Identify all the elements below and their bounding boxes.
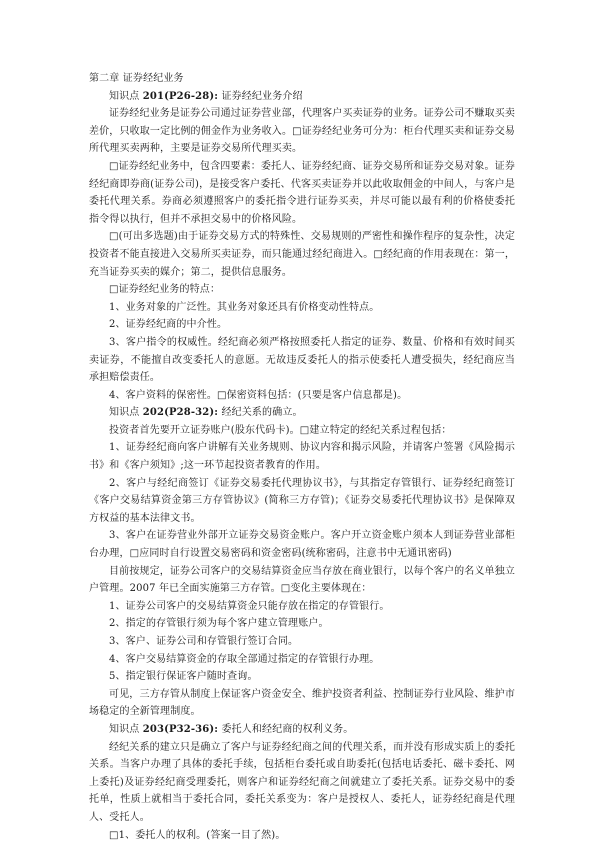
list-item: 1、证券经纪商向客户讲解有关业务规则、协议内容和揭示风险，并请客户签署《风险揭示书》和《客户须知》;这一环节起投资者教育的作用。 (89, 442, 515, 472)
list-item: 4、客户交易结算资金的存取全部通过指定的存管银行办理。 (109, 653, 380, 665)
list-item: 2、指定的存管银行须为每个客户建立管理账户。 (109, 618, 329, 630)
kp-code: 203(P32-36): (142, 723, 219, 735)
list-item: 4、客户资料的保密性。□保密资料包括：(只要是客户信息都是)。 (109, 389, 408, 401)
paragraph: 目前按规定，证券公司客户的交易结算资金应当存放在商业银行，以每个客户的名义单独立户管理。2007 年已全面实施第三方存管。□变化主要体现在： (89, 565, 515, 595)
list-item: 5、指定银行保证客户随时查询。 (109, 671, 258, 683)
paragraph: □证券经纪业务的特点： (109, 284, 221, 296)
paragraph: □证券经纪业务中，包含四要素：委托人、证券经纪商、证券交易所和证券交易对象。证券经纪商即券商(证券公司)，是接受客户委托、代客买卖证券并以此收取佣金的中间人，与客户是委托代理关系。券商必须遵照客户的委托指令进行证券买卖，并尽可能以最有利的价格使委托指令得以执行，但并不承担交易中的价格风险。 (89, 160, 515, 225)
kp-label: 知识点 (109, 90, 143, 102)
list-item: 3、客户在证券营业外部开立证券交易资金账户。客户开立资金账户须本人到证券营业部柜台办理，□应同时自行设置交易密码和资金密码(统称密码，注意书中无通讯密码) (89, 530, 515, 560)
list-item: □1、委托人的权利。(答案一目了然)。 (109, 829, 286, 841)
kp-label: 知识点 (109, 723, 143, 735)
document-page (89, 70, 515, 844)
knowledge-point-203-heading (89, 721, 515, 739)
kp-code: 202(P28-32): (142, 407, 219, 419)
list-item: 3、客户指令的权威性。经纪商必须严格按照委托人指定的证券、数量、价格和有效时间买卖证券，不能擅自改变委托人的意愿。无故违反委托人的指示使委托人遭受损失，经纪商应当承担赔偿责任。 (89, 336, 515, 384)
list-item: 1、证券公司客户的交易结算资金只能存放在指定的存管银行。 (109, 600, 390, 612)
chapter-title: 第二章 证券经纪业务 (89, 73, 184, 84)
list-item: 2、客户与经纪商签订《证券交易委托代理协议书》，与其指定存管银行、证券经纪商签订《客户交易结算资金第三方存管协议》(简称三方存管)；《证券交易委托代理协议书》是保障双方权益的基本法律文书。 (89, 477, 515, 524)
paragraph: 证券经纪业务是证券公司通过证券营业部，代理客户买卖证券的业务。证券公司不赚取买卖差价，只收取一定比例的佣金作为业务收入。□证券经纪业务可分为：柜台代理买卖和证券交易所代理买卖两种，主要是证券交易所代理买卖。 (89, 108, 515, 155)
list-item: 3、客户、证券公司和存管银行签订合同。 (109, 636, 299, 647)
kp-title: 委托人和经纪商的权利义务。 (218, 723, 354, 735)
paragraph: □(可出多选题)由于证券交易方式的特殊性、交易规则的严密性和操作程序的复杂性，决定投资者不能直接进入交易所买卖证券，而只能通过经纪商进入。□经纪商的作用表现在：第一，充当证券买卖的媒介；第二，提供信息服务。 (89, 231, 515, 278)
paragraph: 投资者首先要开立证券账户(股东代码卡)。□建立特定的经纪关系过程包括： (109, 424, 452, 436)
kp-title: 经纪关系的确立。 (218, 407, 303, 419)
knowledge-point-201-heading (89, 88, 515, 106)
kp-label: 知识点 (109, 407, 143, 419)
kp-code: 201(P26-28): (142, 90, 219, 102)
knowledge-point-202-heading (89, 404, 515, 422)
paragraph: 可见，三方存管从制度上保证客户资金安全、维护投资者利益、控制证券行业风险、维护市场稳定的全新管理制度。 (89, 688, 515, 718)
list-item: 2、证券经纪商的中介性。 (109, 319, 228, 331)
list-item: 1、业务对象的广泛性。其业务对象还具有价格变动性特点。 (109, 301, 380, 313)
paragraph: 经纪关系的建立只是确立了客户与证券经纪商之间的代理关系，而并没有形成实质上的委托关系。当客户办理了具体的委托手续，包括柜台委托或自助委托(包括电话委托、磁卡委托、网上委托)及证券经纪商受理委托，则客户和证券经纪商之间就建立了委托关系。证券交易中的委托单，性质上就相当于委托合同，委托关系变为：客户是授权人、委托人，证券经纪商是代理人、受托人。 (89, 741, 515, 823)
kp-title: 证券经纪业务介绍 (218, 90, 303, 102)
